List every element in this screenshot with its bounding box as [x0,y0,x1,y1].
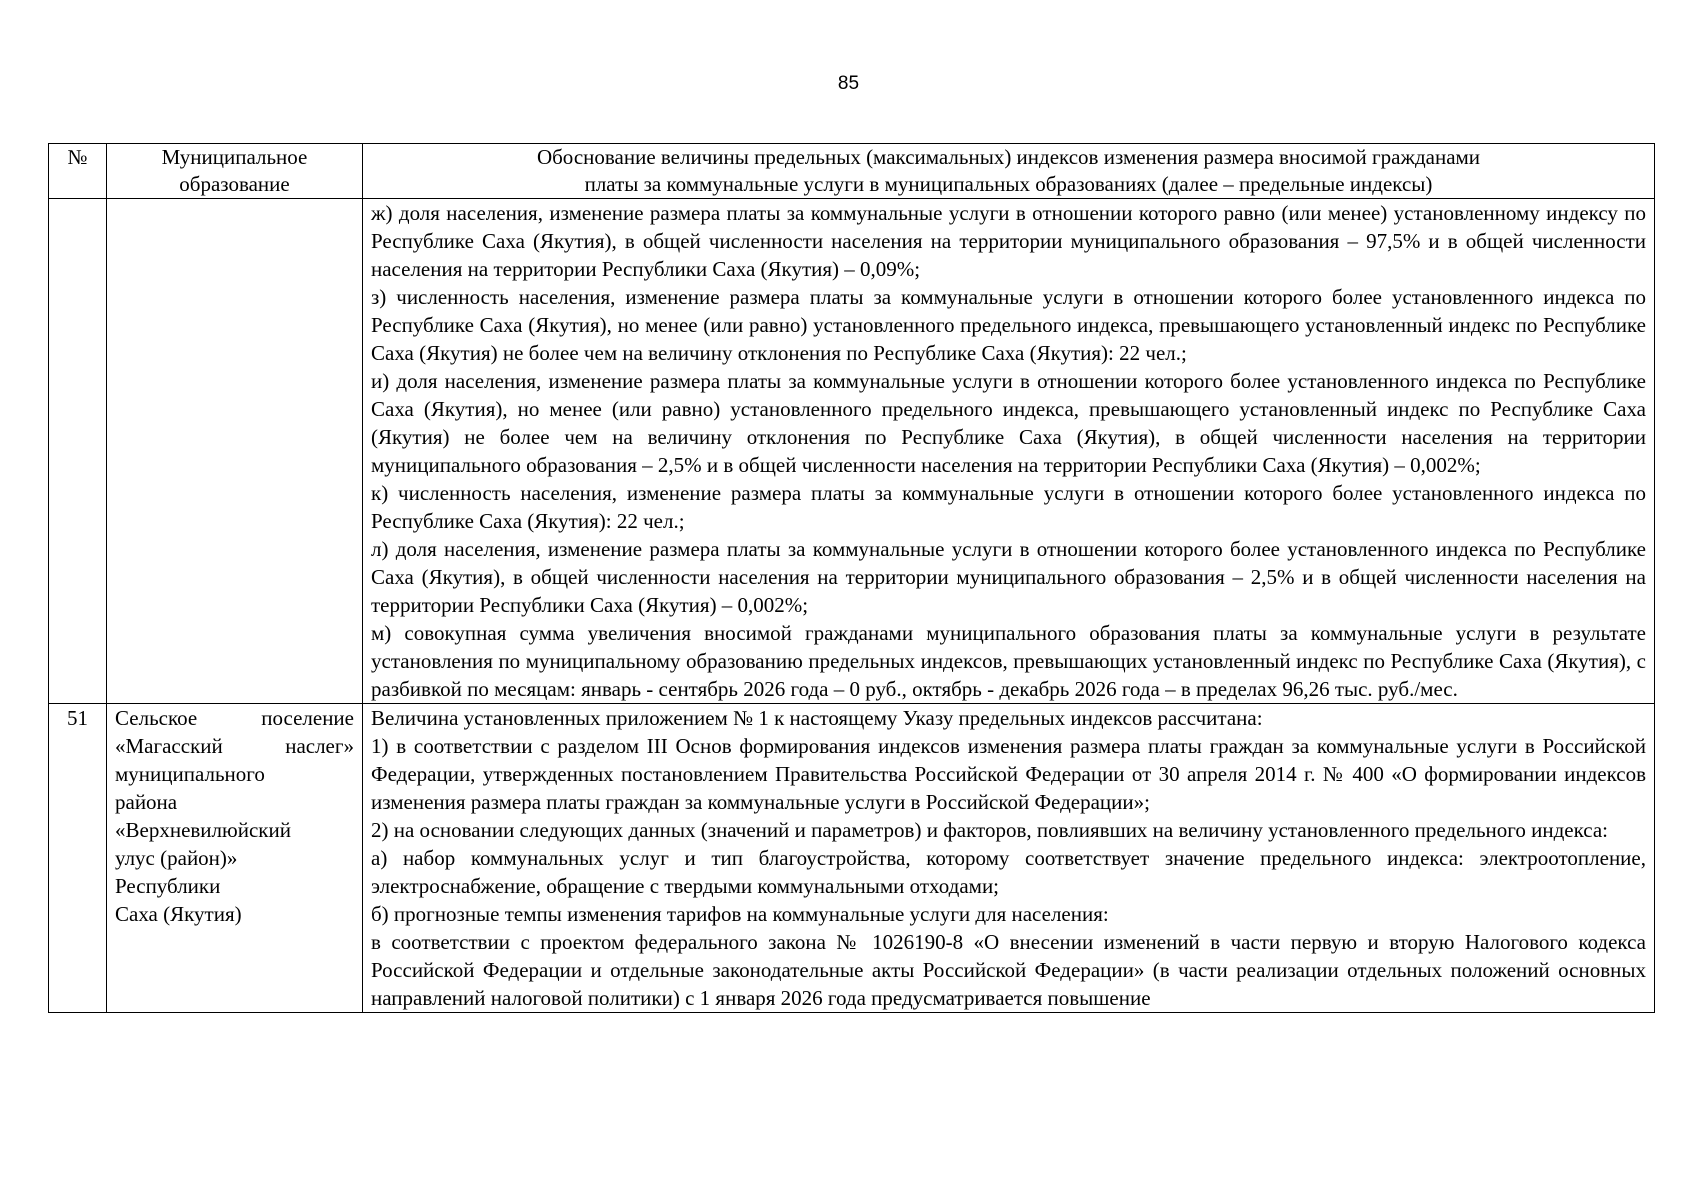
justification-cell [363,199,1655,704]
justification-paragraph: 2) на основании следующих данных (значений и параметров) и факторов, повлиявших на величину установленного предельного индекса: [371,818,1609,842]
municipality-line: района [115,790,178,814]
row-number-cell: 51 [49,704,107,1013]
header-municipality-line: образование [179,172,290,196]
justification-paragraph: б) прогнозные темпы изменения тарифов на коммунальные услуги для населения: [371,902,1109,926]
municipality-cell [107,704,363,1013]
justification-paragraph: з) численность населения, изменение размера платы за коммунальные услуги в отношении которого более установленного индекса по Республике Саха (Якутия), но менее (или равно) установленного предельного индекса, превышающего установленный индекс по Республике Саха (Якутия) не более чем на величину отклонения по Республике Саха (Якутия): 22 чел.; [371,285,1646,365]
row-number-cell [49,199,107,704]
table-body [49,199,1655,1013]
header-municipality [107,144,363,199]
municipality-line: «Магасский наслег» [115,734,354,758]
header-justification-line: Обоснование величины предельных (максимальных) индексов изменения размера вносимой гражданами [536,145,1481,169]
municipality-line: «Верхневилюйский [115,818,291,842]
header-justification [363,144,1655,199]
municipality-line: Республики [115,874,221,898]
justification-paragraph: в соответствии с проектом федерального закона № 1026190-8 «О внесении изменений в части первую и вторую Налогового кодекса Российской Федерации и отдельные законодательные акты Российской Федерации» (в части реализации отдельных положений основных направлений налоговой политики) с 1 января 2026 года предусматривается повышение [371,930,1646,1010]
page-number: 85 [837,73,860,94]
justification-paragraph: и) доля населения, изменение размера платы за коммунальные услуги в отношении которого более установленного индекса по Республике Саха (Якутия), но менее (или равно) установленного предельного индекса, превышающего установленный индекс по Республике Саха (Якутия) не более чем на величину отклонения по Республике Саха (Якутия), в общей численности населения на территории муниципального образования – 2,5% и в общей численности населения на территории Республики Саха (Якутия) – 0,002%; [371,369,1646,477]
justification-table [48,143,1655,1013]
header-municipality-line: Муниципальное [161,145,308,169]
justification-paragraph: л) доля населения, изменение размера платы за коммунальные услуги в отношении которого более установленного индекса по Республике Саха (Якутия), в общей численности населения на территории муниципального образования – 2,5% и в общей численности населения на территории Республики Саха (Якутия) – 0,002%; [371,537,1646,617]
justification-paragraph: Величина установленных приложением № 1 к настоящему Указу предельных индексов рассчитана: [371,706,1263,730]
justification-paragraph: ж) доля населения, изменение размера платы за коммунальные услуги в отношении которого равно (или менее) установленному индексу по Республике Саха (Якутия), в общей численности населения на территории муниципального образования – 97,5% и в общей численности населения на территории Республики Саха (Якутия) – 0,09%; [371,201,1646,281]
municipality-cell [107,199,363,704]
header-justification-line: платы за коммунальные услуги в муниципальных образованиях (далее – предельные индексы) [584,172,1433,196]
justification-paragraph: а) набор коммунальных услуг и тип благоустройства, которому соответствует значение предельного индекса: электроотопление, электроснабжение, обращение с твердыми коммунальными отходами; [371,846,1646,898]
municipality-line: Саха (Якутия) [115,902,242,926]
municipality-line: Сельское поселение [115,706,354,730]
table-header-row [49,144,1655,199]
table-row [49,704,1655,1013]
header-number: № [49,144,107,199]
justification-paragraph: к) численность населения, изменение размера платы за коммунальные услуги в отношении которого более установленного индекса по Республике Саха (Якутия): 22 чел.; [371,481,1646,533]
justification-paragraph: 1) в соответствии с разделом III Основ формирования индексов изменения размера платы граждан за коммунальные услуги в Российской Федерации, утвержденных постановлением Правительства Российской Федерации от 30 апреля 2014 г. № 400 «О формировании индексов изменения размера платы граждан за коммунальные услуги в Российской Федерации»; [371,734,1646,814]
municipality-line: улус (район)» [115,846,238,870]
municipality-line: муниципального [115,762,265,786]
justification-paragraph: м) совокупная сумма увеличения вносимой гражданами муниципального образования платы за коммунальные услуги в результате установления по муниципальному образованию предельных индексов, превышающих установленный индекс по Республике Саха (Якутия), с разбивкой по месяцам: январь - сентябрь 2026 года – 0 руб., октябрь - декабрь 2026 года – в пределах 96,26 тыс. руб./мес. [371,621,1646,701]
table-row [49,199,1655,704]
justification-cell [363,704,1655,1013]
